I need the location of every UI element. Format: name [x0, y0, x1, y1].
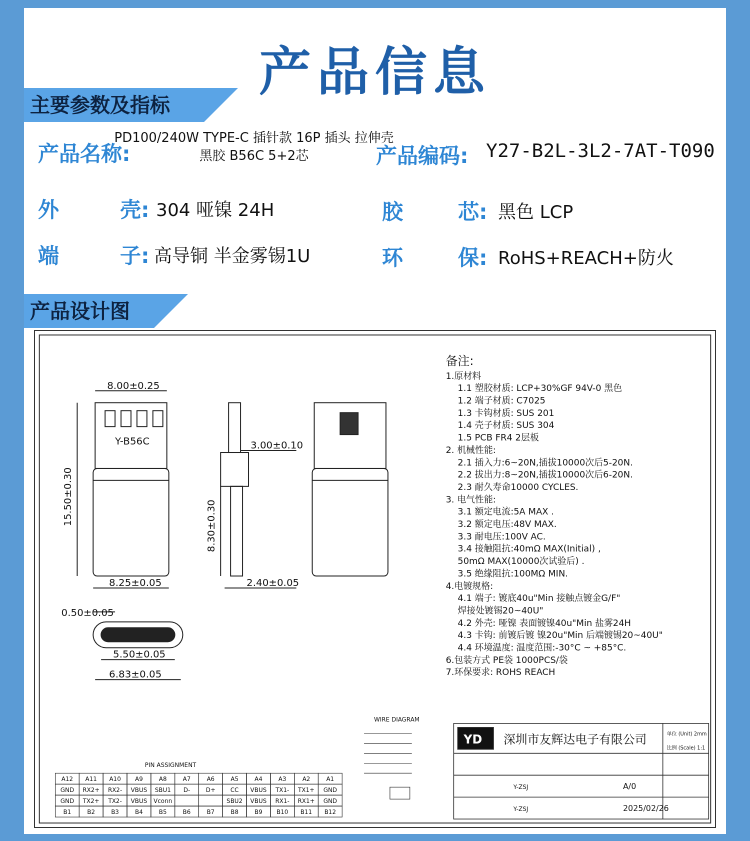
spec-name-value: PD100/240W TYPE-C 插针款 16P 插头 拉伸壳 黑胶 B56C 5+2芯	[114, 131, 394, 164]
pin-cell-text: GND	[60, 798, 75, 806]
product-card	[24, 8, 726, 834]
spec-env-label-b: 保:	[458, 246, 488, 270]
section-header-design: 产品设计图	[24, 294, 154, 328]
spec-core-label-b: 芯:	[458, 200, 488, 224]
pin-cell-text: B5	[158, 809, 167, 817]
spec-shell-label-a: 外	[38, 198, 59, 222]
note-line: 1.5 PCB FR4 2层板	[457, 433, 539, 444]
note-line: 2.2 拔出力:8~20N,插拔10000次后6-20N.	[457, 470, 633, 481]
pin-cell-text: TX2+	[82, 798, 100, 806]
note-line: 2.1 插入力:6~20N,插拔10000次后5-20N.	[457, 458, 633, 469]
dim-w-top: 8.00±0.25	[107, 380, 160, 392]
pin-cell-text: VBUS	[130, 787, 148, 795]
pin-cell-text: CC	[230, 787, 239, 795]
pin-cell-text: B11	[300, 809, 313, 817]
notes-title: 备注:	[445, 353, 474, 368]
spec-shell-label-b: 壳:	[120, 198, 150, 222]
tb-unit: 单位 (Unit) 2mm	[666, 731, 707, 738]
dim-side-bottom: 2.40±0.05	[246, 577, 300, 589]
tb-scale: 比例 (Scale) 1:1	[666, 745, 706, 752]
pin-cell-text: B2	[87, 809, 96, 817]
pin-cell-text: TX1+	[298, 787, 315, 795]
note-line: 3.4 接触阻抗:40mΩ MAX(Initial) ,	[457, 544, 601, 555]
pin-cell-text: VBUS	[130, 798, 148, 806]
pin-cell-text: RX1+	[297, 798, 315, 806]
pin-cell-text: D-	[183, 787, 191, 795]
note-line: 7.环保要求: ROHS REACH	[445, 668, 556, 679]
pin-cell-text: RX2-	[107, 787, 123, 795]
note-line: 4.1 端子: 镀底40u"Min 接触点镀金G/F"	[457, 594, 621, 605]
pin-cell-text: B4	[134, 809, 143, 817]
pin-cell-text: SBU2	[226, 798, 243, 806]
note-line: 3.5 绝缘阻抗:100MΩ MIN.	[457, 569, 568, 580]
wire-title: WIRE DIAGRAM	[374, 716, 420, 724]
tb-rev: A/0	[623, 782, 637, 792]
dim-pitch: 0.50±0.05	[61, 607, 114, 619]
dim-h-left: 15.50±0.30	[63, 467, 75, 527]
pin-cell-text: TX2-	[108, 798, 122, 806]
tb-check: Y-ZSJ	[513, 806, 529, 814]
dim-total-w: 6.83±0.05	[109, 669, 162, 681]
note-line: 1.3 卡钩材质: SUS 201	[457, 408, 555, 419]
technical-drawing	[34, 330, 716, 828]
note-line: 50mΩ MAX(10000次试验后) .	[457, 557, 585, 568]
dim-side-h: 8.30±0.30	[206, 499, 218, 553]
pin-cell	[175, 795, 199, 806]
pin-cell-text: A3	[278, 776, 287, 784]
note-line: 4.4 环境温度: 温度范围:-30°C ~ +85°C.	[457, 643, 627, 654]
pin-cell-text: B3	[111, 809, 120, 817]
spec-term-label-b: 子:	[120, 244, 150, 268]
tb-draw: Y-ZSJ	[513, 784, 529, 792]
page-title: 产品信息	[258, 43, 491, 103]
pin-cell-text: A2	[302, 776, 311, 784]
pin-cell-text: A12	[61, 776, 74, 784]
dim-open-w: 5.50±0.05	[113, 649, 166, 661]
pin-cell-text: GND	[323, 798, 338, 806]
pin-cell-text: A11	[85, 776, 97, 784]
note-line: 3.3 耐电压:100V AC.	[457, 532, 546, 543]
spec-core-value: 黑色 LCP	[498, 202, 574, 223]
note-line: 1.2 端子材质: C7025	[457, 396, 546, 407]
pin-cell-text: B9	[254, 809, 263, 817]
pin-table	[55, 773, 342, 817]
pin-cell-text: B7	[206, 809, 215, 817]
pin-cell-text: RX1-	[275, 798, 290, 806]
pin-cell-text: GND	[60, 787, 75, 795]
pin-cell-text: VBUS	[250, 798, 267, 806]
company-logo: YD	[463, 732, 483, 747]
note-line: 3.2 额定电压:48V MAX.	[457, 520, 557, 531]
note-line: 3. 电气性能:	[445, 495, 496, 506]
pin-cell-text: B8	[230, 809, 239, 817]
pin-cell-text: Vconn	[153, 798, 173, 806]
spec-name-label: 产品名称:	[38, 142, 131, 166]
note-line: 2. 机械性能:	[445, 445, 496, 456]
pin-cell-text: SBU1	[154, 787, 171, 795]
spec-shell-value: 304 哑镍 24H	[156, 200, 275, 221]
note-line: 4.2 外壳: 哑镍 表面镀镍40u"Min 盐雾24H	[457, 618, 632, 629]
pin-cell-text: A4	[254, 776, 263, 784]
wire-diagram	[364, 733, 412, 799]
front-view	[77, 391, 169, 588]
spec-term-value: 高导铜 半金雾锡1U	[154, 246, 311, 267]
note-line: 1.4 壳子材质: SUS 304	[457, 421, 555, 432]
spec-code-label: 产品编码:	[376, 144, 469, 168]
dim-w-bottom: 8.25±0.05	[109, 577, 162, 589]
note-line: 1.1 塑胶材质: LCP+30%GF 94V-0 黑色	[457, 384, 623, 395]
pin-table-title: PIN ASSIGNMENT	[144, 762, 197, 770]
notes-list	[446, 370, 663, 678]
side-view	[221, 403, 297, 588]
pin-cell-text: A6	[206, 776, 215, 784]
tb-date: 2025/02/26	[623, 804, 669, 814]
pin-cell-text: B1	[63, 809, 72, 817]
pin-cell-text: GND	[323, 787, 338, 795]
note-line: 4.电镀规格:	[445, 581, 494, 592]
note-line: 焊接处镀锡20~40U"	[457, 606, 544, 617]
dim-side-top: 3.00±0.10	[250, 440, 304, 452]
pin-cell-text: VBUS	[250, 787, 267, 795]
pin-cell-text: A5	[230, 776, 239, 784]
company-name: 深圳市友辉达电子有限公司	[503, 732, 647, 747]
note-line: 6.包装方式 PE袋 1000PCS/袋	[445, 655, 568, 666]
spec-core-label-a: 胶	[382, 200, 403, 224]
note-line: 4.3 卡钩: 前镀后镀 镍20u"Min 后端镀锡20~40U"	[457, 631, 663, 642]
note-line: 1.原材料	[445, 371, 482, 382]
pin-cell-text: D+	[205, 787, 216, 795]
pin-cell-text: B6	[182, 809, 191, 817]
pin-cell-text: RX2+	[82, 787, 100, 795]
pcb-label: Y-B56C	[115, 436, 150, 448]
pin-cell	[199, 795, 223, 806]
note-line: 2.3 耐久寿命10000 CYCLES.	[457, 482, 579, 493]
spec-env-value: RoHS+REACH+防火	[498, 248, 674, 269]
spec-term-label-a: 端	[38, 244, 59, 268]
pin-cell-text: A1	[326, 776, 335, 784]
pin-cell-text: B10	[276, 809, 289, 817]
pin-cell-text: A8	[158, 776, 167, 784]
spec-code-value: Y27-B2L-3L2-7AT-T090	[486, 140, 715, 162]
pin-cell-text: B12	[324, 809, 337, 817]
pin-cell-text: A7	[182, 776, 191, 784]
pin-cell-text: A9	[135, 776, 143, 784]
back-view	[312, 403, 388, 576]
pin-cell-text: TX1-	[275, 787, 290, 795]
note-line: 3.1 额定电流:5A MAX .	[457, 507, 554, 518]
section-header-params: 主要参数及指标	[24, 88, 204, 122]
spec-env-label-a: 环	[382, 246, 403, 270]
pin-cell-text: A10	[109, 776, 121, 784]
